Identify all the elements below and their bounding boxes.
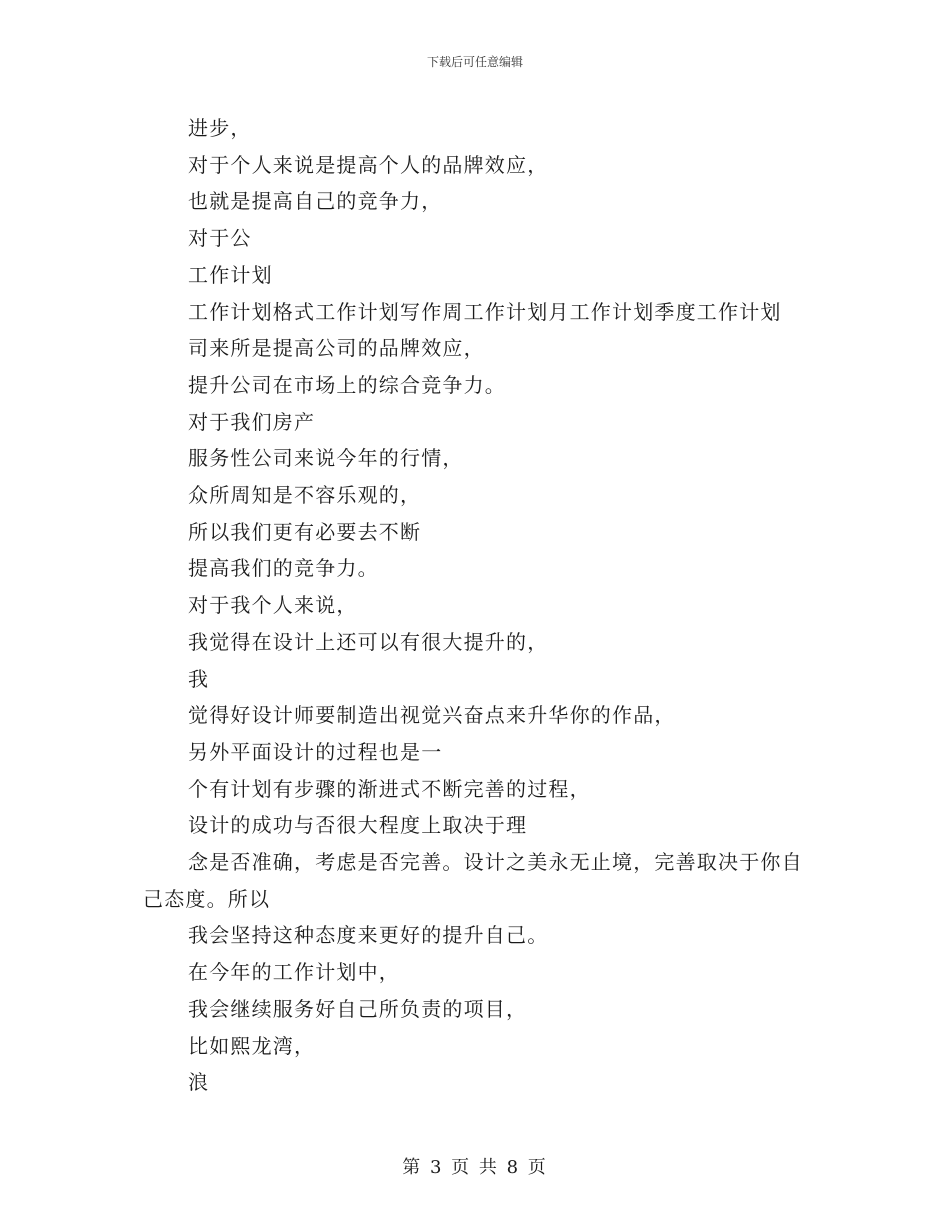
paragraph: 我会继续服务好自己所负责的项目，	[188, 996, 528, 1021]
paragraph: 另外平面设计的过程也是一	[188, 739, 443, 764]
paragraph: 比如熙龙湾，	[188, 1033, 316, 1058]
paragraph: 设计的成功与否很大程度上取决于理	[188, 813, 528, 838]
paragraph: 也就是提高自己的竞争力，	[188, 189, 443, 214]
page-footer: 第 3 页 共 8 页	[402, 1157, 548, 1178]
paragraph: 浪	[188, 1070, 210, 1095]
paragraph: 我觉得在设计上还可以有很大提升的，	[188, 629, 549, 654]
paragraph: 工作计划格式工作计划写作周工作计划月工作计划季度工作计划	[188, 299, 782, 324]
paragraph: 服务性公司来说今年的行情，	[188, 446, 464, 471]
paragraph: 我会坚持这种态度来更好的提升自己。	[188, 923, 549, 948]
paragraph: 提高我们的竞争力。	[188, 556, 379, 581]
paragraph: 进步，	[188, 116, 252, 140]
paragraph: 念是否准确，考虑是否完善。设计之美永无止境，完善取决于你自己态度。所以	[143, 850, 803, 911]
paragraph: 对于个人来说是提高个人的品牌效应，	[188, 152, 549, 177]
paragraph: 对于公	[188, 226, 252, 251]
document-body	[143, 110, 803, 1101]
paragraph: 我	[188, 666, 210, 691]
paragraph: 在今年的工作计划中，	[188, 960, 400, 985]
page-header: 下载后可任意编辑	[426, 55, 523, 69]
paragraph: 所以我们更有必要去不断	[188, 519, 422, 544]
paragraph: 司来所是提高公司的品牌效应，	[188, 336, 485, 361]
paragraph: 众所周知是不容乐观的，	[188, 483, 422, 508]
paragraph: 提升公司在市场上的综合竞争力。	[188, 372, 506, 397]
paragraph: 觉得好设计师要制造出视觉兴奋点来升华你的作品，	[188, 703, 676, 728]
paragraph: 工作计划	[188, 262, 273, 287]
paragraph: 对于我们房产	[188, 409, 316, 434]
paragraph: 对于我个人来说，	[188, 593, 358, 618]
paragraph: 个有计划有步骤的渐进式不断完善的过程，	[188, 776, 591, 801]
